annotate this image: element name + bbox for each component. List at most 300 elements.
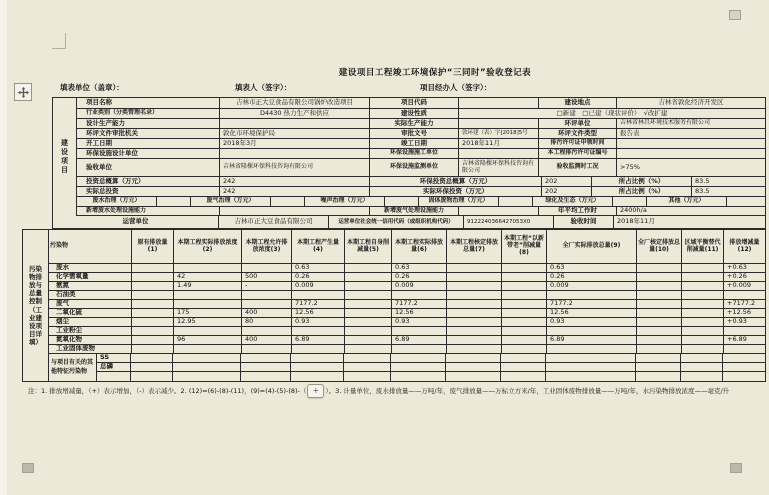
pollutant-value bbox=[291, 372, 344, 381]
pollutant-value: +6.89 bbox=[727, 336, 747, 344]
pollutant-value bbox=[682, 282, 724, 290]
pollutant-value bbox=[682, 318, 724, 326]
pollutant-value bbox=[174, 300, 242, 308]
nature-label: 建设性质 bbox=[370, 109, 459, 118]
greening-cost-value bbox=[613, 197, 647, 206]
pollutant-row bbox=[49, 336, 765, 345]
project-name-label: 项目名称 bbox=[77, 98, 220, 108]
design-capacity-label: 设计生产能力 bbox=[77, 119, 220, 128]
pollutant-col-header: 排放增减量(12) bbox=[729, 238, 760, 253]
footnote-text-suffix: ）。3. 计量单位，废水排放量——万吨/年，废气排放量——万标立方米/年，工业固体废物排放量——万吨/年，水污染物排放浓度——毫克/升 bbox=[325, 387, 730, 395]
pollutant-row bbox=[49, 264, 765, 273]
pollutant-value bbox=[547, 327, 637, 335]
pollutant-value bbox=[132, 309, 174, 317]
row-total-budget bbox=[77, 177, 765, 187]
pollutant-value bbox=[501, 372, 546, 381]
pollutant-value bbox=[637, 291, 682, 299]
pollutant-value bbox=[636, 354, 681, 362]
pollutant-value: +0.26 bbox=[727, 273, 747, 281]
pollutant-value bbox=[132, 327, 174, 335]
pollutant-value bbox=[391, 354, 446, 362]
other-cost-label: 其他（万元） bbox=[647, 197, 727, 206]
total-budget-value: 242 bbox=[220, 177, 370, 186]
pollutant-value bbox=[292, 327, 345, 335]
new-wastewater-capacity-label: 新增废水处理设施能力 bbox=[77, 207, 220, 215]
row-industry-category bbox=[77, 109, 765, 119]
env-budget-label: 环保投资总概算（万元） bbox=[370, 177, 542, 186]
pollutant-value bbox=[501, 354, 546, 362]
pollutant-value bbox=[241, 354, 291, 362]
industry-label: 行业类别（分类管理名录） bbox=[77, 109, 220, 118]
pollutant-value bbox=[546, 354, 636, 362]
pollutant-value: 0.93 bbox=[392, 318, 447, 326]
pollutant-value bbox=[681, 354, 723, 362]
page-marker-top-right bbox=[729, 10, 741, 20]
actual-investment-label: 实际总投资 bbox=[77, 187, 220, 196]
pollutant-value bbox=[447, 300, 502, 308]
pollutant-value bbox=[637, 345, 682, 353]
acceptance-time-value: 2018年11月 bbox=[617, 217, 655, 226]
monitor-condition-value: >75% bbox=[620, 162, 640, 171]
permit-apply-time-value bbox=[617, 139, 765, 148]
project-code-value bbox=[459, 98, 539, 108]
pollutant-name: 废气 bbox=[49, 300, 132, 308]
pollutant-value bbox=[682, 264, 724, 272]
footnote-text-prefix: 注：1. 排放增减量，（+）表示增加，（-）表示减少。2. (12)=(6)-(8)-(11)，(9)=(4)-(5)-(8)-（ bbox=[28, 387, 307, 395]
approval-doc-value: 敦环建（表）字[2018]5号 bbox=[459, 129, 539, 138]
pollutant-name: 化学需氧量 bbox=[49, 273, 132, 281]
pollutant-value: 6.89 bbox=[547, 336, 637, 344]
wastegas-cost-value bbox=[271, 197, 305, 206]
special-pollutant-row bbox=[97, 363, 765, 372]
pollutant-value: 1.49 bbox=[174, 282, 242, 290]
pollutant-value bbox=[391, 363, 446, 371]
pollutant-value bbox=[392, 345, 447, 353]
pollutant-value bbox=[681, 363, 723, 371]
row-operating-unit bbox=[53, 216, 765, 228]
permit-number-value bbox=[617, 149, 765, 158]
pollutant-value bbox=[447, 327, 502, 335]
pollutant-value bbox=[447, 291, 502, 299]
total-budget-label: 投资总概算（万元） bbox=[77, 177, 220, 186]
pollutant-value bbox=[547, 291, 637, 299]
row-treatment-costs bbox=[77, 197, 765, 207]
pollutant-value: 12.95 bbox=[174, 318, 242, 326]
project-code-label: 项目代码 bbox=[370, 98, 459, 108]
ratio-label-2: 所占比例（%） bbox=[592, 187, 692, 196]
approval-doc-label: 审批文号 bbox=[370, 129, 459, 138]
pollutant-value bbox=[682, 336, 724, 344]
pollutant-value bbox=[546, 363, 636, 371]
pollutant-value bbox=[682, 327, 724, 335]
pollutant-col-header: 本期工程核定排放总量(7) bbox=[447, 230, 502, 263]
pollutant-value: 80 bbox=[242, 318, 292, 326]
pollutant-value bbox=[637, 264, 682, 272]
fill-unit-label: 填表单位（盖章）： bbox=[60, 83, 124, 92]
noise-cost-value bbox=[385, 197, 419, 206]
pollutant-name: 烟尘 bbox=[49, 318, 132, 326]
row-actual-investment bbox=[77, 187, 765, 197]
pollutant-value bbox=[242, 291, 292, 299]
pollutant-value: 400 bbox=[242, 336, 292, 344]
completion-date-value: 2018年11月 bbox=[459, 139, 539, 148]
pollutant-value bbox=[292, 345, 345, 353]
eia-approval-value: 敦化市环境保护局 bbox=[220, 129, 370, 138]
pollutant-value bbox=[291, 354, 344, 362]
pollutant-value bbox=[132, 318, 174, 326]
pollutant-value bbox=[446, 372, 501, 381]
pollutant-value: 0.63 bbox=[292, 264, 345, 272]
pollutant-value bbox=[447, 282, 502, 290]
pollutant-value bbox=[291, 363, 344, 371]
pollutant-col-header: 全厂实际排放总量(9) bbox=[547, 230, 637, 263]
pollutant-col-header: 本期工程产生量(4) bbox=[292, 230, 345, 263]
table-move-handle[interactable] bbox=[14, 83, 32, 101]
pollutant-value: 0.93 bbox=[292, 318, 345, 326]
eia-unit-label: 环评单位 bbox=[539, 119, 617, 128]
solidwaste-cost-value bbox=[499, 197, 533, 206]
annual-hours-label: 年平均工作时 bbox=[539, 207, 617, 215]
operating-unit-value: 吉林市正大豆食品有限公司 bbox=[219, 216, 329, 228]
site-label: 建设地点 bbox=[539, 98, 617, 108]
pollutant-value: 0.26 bbox=[392, 273, 447, 281]
new-wastegas-capacity-label: 新增废气处理设施能力 bbox=[370, 207, 459, 215]
pollutant-name: 二氧化硫 bbox=[49, 309, 132, 317]
monitor-unit-value: 吉林省隆棵环保科技咨询有限公司 bbox=[459, 159, 539, 176]
pollutant-value bbox=[392, 291, 447, 299]
pollutant-value bbox=[344, 363, 391, 371]
wastewater-cost-value bbox=[157, 197, 191, 206]
completion-date-label: 竣工日期 bbox=[370, 139, 459, 148]
env-design-unit-value bbox=[220, 149, 370, 158]
pollutant-value bbox=[502, 336, 547, 344]
pollutant-value bbox=[132, 300, 174, 308]
acceptance-unit-label: 验收单位 bbox=[77, 159, 220, 176]
pollutant-value bbox=[723, 372, 765, 381]
row-eia-approval bbox=[77, 129, 765, 139]
site-value: 吉林省敦化经济开发区 bbox=[658, 98, 724, 107]
wastewater-cost-label: 废水治理（万元） bbox=[77, 197, 157, 206]
pollutant-value: 6.89 bbox=[292, 336, 345, 344]
pollutant-value bbox=[682, 291, 724, 299]
pollutant-value bbox=[502, 273, 547, 281]
pollutant-row bbox=[49, 300, 765, 309]
pollutant-value: 7177.2 bbox=[292, 300, 345, 308]
special-pollutant-row bbox=[97, 372, 765, 381]
pollutant-value bbox=[344, 354, 391, 362]
pollutant-name: 工业粉尘 bbox=[49, 327, 132, 335]
pollutant-value bbox=[447, 309, 502, 317]
pollutant-value: 12.56 bbox=[547, 309, 637, 317]
pollutant-value bbox=[447, 264, 502, 272]
pollutant-value bbox=[637, 327, 682, 335]
pollutant-value bbox=[174, 345, 242, 353]
pollutant-value: 0.009 bbox=[392, 282, 447, 290]
pollutant-value: 500 bbox=[242, 273, 292, 281]
pollutant-value bbox=[723, 363, 765, 371]
pollutant-value bbox=[132, 345, 174, 353]
pollutant-name: 氨氮 bbox=[49, 282, 132, 290]
env-build-unit-label: 环保设施施工单位 bbox=[370, 149, 459, 158]
pollutant-row bbox=[49, 273, 765, 282]
pollutant-value bbox=[546, 372, 636, 381]
pollutant-value bbox=[637, 273, 682, 281]
special-pollutant-row bbox=[97, 354, 765, 363]
pollutant-value bbox=[345, 327, 392, 335]
pollutant-value: 12.56 bbox=[292, 309, 345, 317]
ratio-value-2: 83.5 bbox=[695, 187, 710, 195]
pollutant-row bbox=[49, 282, 765, 291]
pollutant-value bbox=[132, 264, 174, 272]
pollutant-value bbox=[502, 327, 547, 335]
pollutant-value bbox=[723, 354, 765, 362]
env-build-unit-value bbox=[459, 149, 539, 158]
pollutant-value bbox=[501, 363, 546, 371]
pollutant-value bbox=[242, 264, 292, 272]
row-new-capacity bbox=[77, 207, 765, 216]
ratio-value: 83.5 bbox=[695, 177, 710, 185]
pollutant-col-header: 污染物 bbox=[49, 230, 132, 263]
pollutant-value bbox=[242, 327, 292, 335]
row-acceptance-unit bbox=[77, 159, 765, 177]
pollutant-value bbox=[131, 372, 173, 381]
move-arrows-icon bbox=[18, 87, 29, 98]
credit-code-label: 运营单位社会统一信用代码（或组织机构代码） bbox=[329, 216, 464, 228]
side-label-construction-project: 建设项目 bbox=[53, 98, 77, 216]
start-date-label: 开工日期 bbox=[77, 139, 220, 148]
pollutant-col-header: 本期工程实际排放浓度(2) bbox=[174, 230, 242, 263]
pollutant-name: 石油类 bbox=[49, 291, 132, 299]
pollutant-value bbox=[446, 354, 501, 362]
pollutant-value bbox=[392, 327, 447, 335]
permit-number-label: 本工程排污许可证编号 bbox=[539, 149, 617, 158]
pollutant-value: 0.26 bbox=[547, 273, 637, 281]
pollutant-col-header: 本期工程“以新带老”削减量(8) bbox=[502, 230, 547, 263]
pollutant-value bbox=[682, 300, 724, 308]
pollutant-col-header: 本期工程实际排放量(6) bbox=[392, 230, 447, 263]
pollutant-value bbox=[636, 372, 681, 381]
pollutant-value: 6.89 bbox=[392, 336, 447, 344]
acceptance-unit-value: 吉林省隆棵环保科技咨询有限公司 bbox=[220, 159, 370, 176]
text-boundary-corner-mark bbox=[52, 33, 66, 49]
pollutant-value bbox=[447, 273, 502, 281]
row-design-capacity bbox=[77, 119, 765, 129]
pollutant-col-header: 区域平衡替代削减量(11) bbox=[682, 230, 724, 263]
pollutant-value bbox=[132, 282, 174, 290]
pollutant-value bbox=[173, 363, 241, 371]
new-wastewater-capacity-value bbox=[220, 207, 370, 215]
actual-env-investment-label: 实际环保投资（万元） bbox=[370, 187, 542, 196]
pollutant-value: 0.26 bbox=[292, 273, 345, 281]
pollutant-header-row bbox=[49, 230, 765, 264]
pollutant-value bbox=[502, 300, 547, 308]
actual-investment-value: 242 bbox=[220, 187, 370, 196]
pollutant-value bbox=[547, 345, 637, 353]
pollutant-value bbox=[502, 309, 547, 317]
pollutant-value bbox=[681, 372, 723, 381]
pollutant-value bbox=[502, 264, 547, 272]
pollutant-value: 12.56 bbox=[392, 309, 447, 317]
page-marker-bottom-left bbox=[22, 463, 34, 473]
pollutant-name: 废水 bbox=[49, 264, 132, 272]
pollutant-value bbox=[446, 363, 501, 371]
inline-plus-button[interactable]: + bbox=[307, 384, 324, 398]
pollutant-value: 0.63 bbox=[547, 264, 637, 272]
pollutant-value: - bbox=[242, 282, 292, 290]
pollutant-value: 96 bbox=[174, 336, 242, 344]
project-handler-label: 项目经办人（签字）： bbox=[420, 83, 492, 92]
pollutant-value: 175 bbox=[174, 309, 242, 317]
page-title: 建设项目工程竣工环境保护“三同时”验收登记表 bbox=[338, 68, 532, 78]
pollutant-value bbox=[345, 345, 392, 353]
acceptance-time-label: 验收时间 bbox=[554, 216, 614, 228]
start-date-value: 2018年3月 bbox=[220, 139, 370, 148]
pollutant-value bbox=[345, 282, 392, 290]
env-budget-value: 202 bbox=[542, 177, 592, 186]
pollutant-col-header: 原有排放量(1) bbox=[132, 230, 174, 263]
page-marker-bottom-right bbox=[730, 463, 742, 473]
pollutant-value: +0.93 bbox=[727, 318, 747, 326]
operating-unit-label: 运营单位 bbox=[53, 216, 219, 228]
new-wastegas-capacity-value bbox=[459, 207, 539, 215]
pollutant-value bbox=[682, 309, 724, 317]
pollutant-row bbox=[49, 318, 765, 327]
pollutant-value bbox=[502, 345, 547, 353]
actual-capacity-value bbox=[459, 119, 539, 128]
actual-env-investment-value: 202 bbox=[542, 187, 592, 196]
pollutant-value bbox=[502, 282, 547, 290]
monitor-unit-label: 环保设施监测单位 bbox=[370, 159, 459, 176]
eia-doc-type-value: 报告表 bbox=[620, 129, 640, 137]
pollutant-value: 0.63 bbox=[392, 264, 447, 272]
pollutant-value bbox=[345, 264, 392, 272]
pollutant-row bbox=[49, 291, 765, 300]
pollutant-value bbox=[173, 372, 241, 381]
pollutant-value bbox=[637, 309, 682, 317]
pollutant-col-header: 全厂核定排放总量(10) bbox=[637, 230, 682, 263]
pollutant-name: 氮氧化物 bbox=[49, 336, 132, 344]
solidwaste-cost-label: 固体废物治理（万元） bbox=[419, 197, 499, 206]
pollutant-value bbox=[132, 291, 174, 299]
pollutant-value bbox=[174, 327, 242, 335]
pollutant-value bbox=[724, 345, 765, 353]
eia-doc-type-label: 环评文件类型 bbox=[539, 129, 617, 138]
row-project-name bbox=[77, 98, 765, 109]
pollutant-value: 0.93 bbox=[547, 318, 637, 326]
pollutant-value bbox=[174, 291, 242, 299]
pollutant-value bbox=[345, 336, 392, 344]
pollutant-value bbox=[132, 336, 174, 344]
annual-hours-value: 2400h/a bbox=[620, 207, 647, 215]
ratio-label: 所占比例（%） bbox=[592, 177, 692, 186]
nature-checkboxes: □新建 □已建（现状评价） √改扩建 bbox=[556, 109, 668, 117]
monitor-condition-label: 验收监测时工况 bbox=[539, 159, 617, 176]
pollutant-value: 0.009 bbox=[292, 282, 345, 290]
pollutant-value bbox=[502, 318, 547, 326]
pollutant-value bbox=[391, 372, 446, 381]
pollutant-value bbox=[344, 372, 391, 381]
pollutant-value bbox=[345, 300, 392, 308]
pollutant-value: 0.009 bbox=[547, 282, 637, 290]
pollutant-value bbox=[345, 309, 392, 317]
pollutant-value bbox=[637, 282, 682, 290]
pollutant-row bbox=[49, 327, 765, 336]
pollutant-value bbox=[447, 318, 502, 326]
pollutant-value bbox=[637, 318, 682, 326]
pollutant-value bbox=[292, 291, 345, 299]
pollutant-value: +7177.2 bbox=[727, 300, 756, 308]
pollutant-value: 7177.2 bbox=[392, 300, 447, 308]
special-pollutant-block bbox=[49, 354, 765, 381]
pollutant-table bbox=[22, 229, 766, 382]
special-pollutant-name: SS bbox=[97, 354, 131, 362]
row-start-date bbox=[77, 139, 765, 149]
industry-value: D4430 热力生产和供应 bbox=[220, 109, 370, 118]
special-pollutant-name bbox=[97, 372, 131, 381]
page-edge bbox=[0, 0, 7, 495]
pollutant-value bbox=[132, 273, 174, 281]
pollutant-value: 42 bbox=[174, 273, 242, 281]
pollutant-value bbox=[345, 273, 392, 281]
pollutant-value bbox=[174, 264, 242, 272]
wastegas-cost-label: 废气治理（万元） bbox=[191, 197, 271, 206]
pollutant-value bbox=[502, 291, 547, 299]
pollutant-value bbox=[682, 345, 724, 353]
pollutant-value bbox=[637, 300, 682, 308]
row-design-unit bbox=[77, 149, 765, 159]
eia-unit-value: 吉林省林昌环境技术服务有限公司 bbox=[620, 119, 711, 127]
pollutant-name: 工业固体废物 bbox=[49, 345, 132, 353]
pollutant-value bbox=[636, 363, 681, 371]
pollutant-value bbox=[345, 318, 392, 326]
pollutant-value bbox=[447, 336, 502, 344]
pollutant-value bbox=[682, 273, 724, 281]
pollutant-value: 400 bbox=[242, 309, 292, 317]
pollutant-value: +0.009 bbox=[727, 282, 752, 290]
other-cost-value bbox=[727, 197, 765, 206]
env-design-unit-label: 环保设施设计单位 bbox=[77, 149, 220, 158]
eia-approval-label: 环评文件审批机关 bbox=[77, 129, 220, 138]
pollutant-value bbox=[637, 336, 682, 344]
project-info-table bbox=[52, 97, 766, 229]
actual-capacity-label: 实际生产能力 bbox=[370, 119, 459, 128]
credit-code-value: 9122240366427053X0 bbox=[464, 216, 554, 228]
pollutant-value bbox=[345, 291, 392, 299]
pollutant-value bbox=[131, 363, 173, 371]
noise-cost-label: 噪声治理（万元） bbox=[305, 197, 385, 206]
pollutant-value: +0.63 bbox=[727, 264, 747, 272]
footnote bbox=[28, 384, 760, 398]
pollutant-value bbox=[242, 345, 292, 353]
pollutant-col-header: 本期工程允许排放浓度(3) bbox=[242, 230, 292, 263]
pollutant-value bbox=[241, 363, 291, 371]
project-name-value: 吉林市正大豆食品有限公司锅炉改造项目 bbox=[220, 98, 370, 108]
greening-cost-label: 绿化及生态（万元） bbox=[533, 197, 613, 206]
pollutant-row bbox=[49, 345, 765, 354]
pollutant-value bbox=[724, 291, 765, 299]
fill-person-label: 填表人（签字）： bbox=[235, 83, 292, 92]
permit-apply-time-label: 排污许可证申领时间 bbox=[539, 139, 617, 148]
pollutant-value bbox=[242, 300, 292, 308]
pollutant-value bbox=[724, 327, 765, 335]
pollutant-row bbox=[49, 309, 765, 318]
special-pollutant-name: 总磷 bbox=[97, 363, 131, 371]
special-pollutant-label: 与项目有关的其他特征污染物 bbox=[49, 354, 97, 381]
pollutant-value: 7177.2 bbox=[547, 300, 637, 308]
side-label-pollutant-control: 污染物排放与总量控制（工业建设项目详填） bbox=[23, 230, 49, 381]
design-capacity-value bbox=[220, 119, 370, 128]
pollutant-value bbox=[131, 354, 173, 362]
